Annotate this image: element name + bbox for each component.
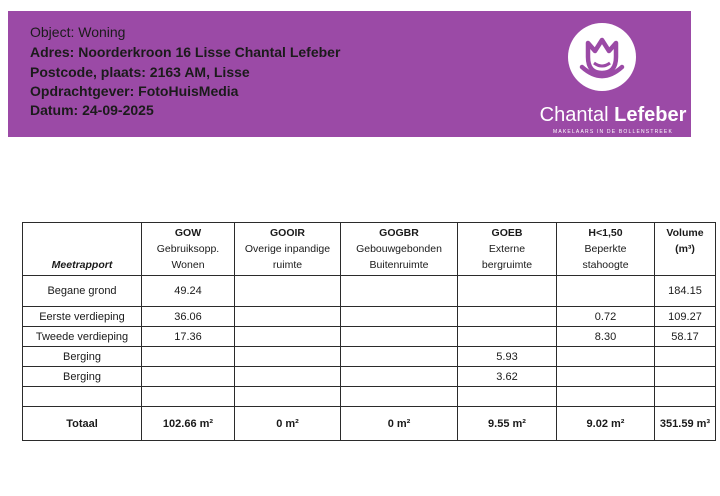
cell-gogbr (341, 387, 458, 407)
address-line: Adres: Noorderkroon 16 Lisse Chantal Lefeber (30, 44, 341, 61)
cell-gogbr (341, 347, 458, 367)
company-logo (538, 21, 688, 135)
column-header-h150: H<1,50 Beperkte stahoogte (557, 223, 655, 276)
logo-tagline: MAKELAARS IN DE BOLLENSTREEK (552, 129, 674, 135)
total-volume: 351.59 m³ (655, 407, 716, 441)
cell-volume: 184.15 (655, 276, 716, 307)
cell-h150 (557, 276, 655, 307)
object-details (30, 23, 340, 120)
row-label: Tweede verdieping (23, 327, 142, 347)
cell-goeb: 3.62 (458, 367, 557, 387)
logo-last-name: Lefeber (614, 104, 687, 126)
total-goeb: 9.55 m² (458, 407, 557, 441)
meetrapport-header: Meetrapport (23, 223, 142, 276)
total-label: Totaal (23, 407, 142, 441)
table-row (23, 367, 716, 387)
cell-gooir (235, 276, 341, 307)
cell-volume (655, 347, 716, 367)
cell-h150 (557, 347, 655, 367)
column-header-goeb: GOEB Externe bergruimte (458, 223, 557, 276)
cell-gow: 49.24 (142, 276, 235, 307)
cell-gooir (235, 367, 341, 387)
cell-goeb (458, 327, 557, 347)
row-label: Berging (23, 347, 142, 367)
row-label (23, 387, 142, 407)
header-banner (8, 11, 691, 137)
cell-goeb (458, 387, 557, 407)
table-row (23, 307, 716, 327)
cell-volume (655, 367, 716, 387)
client-line: Opdrachtgever: FotoHuisMedia (30, 82, 239, 99)
cell-volume: 58.17 (655, 327, 716, 347)
column-header-gogbr: GOGBR Gebouwgebonden Buitenruimte (341, 223, 458, 276)
cell-h150: 8.30 (557, 327, 655, 347)
logo-first-name: Chantal (539, 104, 609, 126)
cell-h150 (557, 367, 655, 387)
cell-gogbr (341, 327, 458, 347)
cell-gogbr (341, 367, 458, 387)
total-gow: 102.66 m² (142, 407, 235, 441)
column-header-volume: Volume (m³) (655, 223, 716, 276)
total-h150: 9.02 m² (557, 407, 655, 441)
column-header-gow: GOW Gebruiksopp. Wonen (142, 223, 235, 276)
cell-gooir (235, 327, 341, 347)
cell-gow: 36.06 (142, 307, 235, 327)
cell-gogbr (341, 276, 458, 307)
table-row (23, 276, 716, 307)
cell-goeb (458, 276, 557, 307)
cell-gooir (235, 307, 341, 327)
cell-h150: 0.72 (557, 307, 655, 327)
logo-name (538, 104, 688, 126)
date-line: Datum: 24-09-2025 (30, 102, 154, 119)
column-header-gooir: GOOIR Overige inpandige ruimte (235, 223, 341, 276)
cell-gow (142, 387, 235, 407)
table-header-row (23, 223, 716, 276)
cell-goeb: 5.93 (458, 347, 557, 367)
cell-gow (142, 367, 235, 387)
cell-volume: 109.27 (655, 307, 716, 327)
cell-goeb (458, 307, 557, 327)
total-gooir: 0 m² (235, 407, 341, 441)
row-label: Berging (23, 367, 142, 387)
cell-volume (655, 387, 716, 407)
row-label: Begane grond (23, 276, 142, 307)
cell-gooir (235, 347, 341, 367)
cell-gow: 17.36 (142, 327, 235, 347)
total-gogbr: 0 m² (341, 407, 458, 441)
cell-gooir (235, 387, 341, 407)
tulip-logo-icon (568, 23, 636, 91)
object-line: Object: Woning (30, 24, 126, 40)
table-row (23, 347, 716, 367)
table-row (23, 387, 716, 407)
total-row (23, 407, 716, 441)
postcode-line: Postcode, plaats: 2163 AM, Lisse (30, 63, 250, 80)
row-label: Eerste verdieping (23, 307, 142, 327)
cell-gow (142, 347, 235, 367)
table-row (23, 327, 716, 347)
measurement-table (22, 222, 716, 441)
cell-gogbr (341, 307, 458, 327)
cell-h150 (557, 387, 655, 407)
